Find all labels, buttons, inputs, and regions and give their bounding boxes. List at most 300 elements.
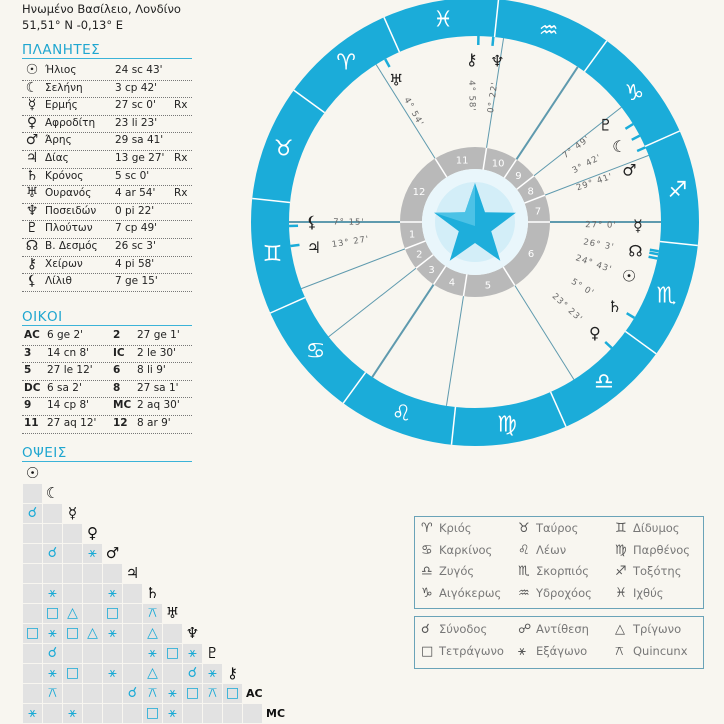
aspect-legend-item [615,644,688,659]
aspect-cell-empty [83,704,102,723]
planet-name: Πλούτων [45,222,93,235]
planet-tick [385,59,389,67]
venus-icon: ♀ [26,114,38,131]
aspect-cell-empty [123,644,142,663]
house-number: 12 [412,187,426,199]
planet-row [22,80,192,99]
zodiac-sign-name: Δίδυμος [633,521,680,535]
aspect-cell: △ [63,604,82,623]
aspect-legend-item [615,622,681,637]
planet-degree: 27° 0' [585,220,617,231]
aspect-cell-empty [63,684,82,703]
house-label: 2 [113,329,121,341]
house-value: 2 le 30' [137,346,176,359]
zodiac-sign-icon: ♋ [421,542,433,558]
house-label: 8 [113,381,121,394]
aspect-cell: △ [143,624,162,643]
mars-icon: ♂ [622,160,637,180]
aspect-legend-item [518,622,589,637]
aspect-header-1: ☾ [45,484,60,502]
zodiac-sign-9: ♑ [624,81,645,107]
aspect-cell: □ [103,604,122,623]
uranus-icon: ♅ [389,70,404,90]
aspect-cell-empty [23,544,42,563]
zodiac-sign-icon: ♈ [421,521,433,536]
planet-degree: 26° 3' [582,237,616,253]
planet-position: 26 sc 3' [115,240,156,252]
aspect-header-2: ☿ [67,504,78,522]
aspect-cell-empty [183,704,202,723]
house-row [22,327,192,346]
house-value: 27 ge 1' [137,329,180,341]
zodiac-sign-name: Λέων [536,542,567,557]
uranus-icon: ♅ [25,185,39,202]
zodiac-legend-item [518,586,592,601]
zodiac-sign-icon: ♏ [518,564,530,579]
aspect-cell-empty [23,564,42,583]
aspect-cell-empty [63,584,82,603]
house-number: 9 [515,170,522,182]
zodiac-legend-item [421,586,501,601]
zodiac-legend-item [518,521,578,536]
aspect-legend [414,616,704,669]
zodiac-sign-name: Τοξότης [633,564,682,578]
aspect-cell: □ [223,684,242,703]
planet-name: Ουρανός [45,187,92,200]
zodiac-sign-0: ♈ [336,50,356,76]
planet-name: Αφροδίτη [45,116,96,129]
zodiac-sign-name: Κριός [439,521,472,535]
zodiac-legend-item [615,564,681,579]
aspect-cell-empty [43,564,62,583]
aspect-header-8: ♆ [185,624,200,642]
house-row [22,415,192,434]
zodiac-sign-icon: ♓ [615,585,627,601]
planet-tick [649,253,658,255]
house-value: 8 li 9' [137,364,166,377]
retrograde-flag: Rx [174,152,188,164]
planet-position: 4 pi 58' [115,257,155,270]
zodiac-sign-icon: ♑ [421,585,433,601]
zodiac-legend-item [421,564,474,579]
aspect-cell: □ [183,684,202,703]
aspect-cell-empty [123,604,142,623]
planet-tick [649,257,658,259]
planet-row [22,185,192,204]
house-value: 27 le 12' [47,364,93,377]
planet-position: 0 pi 22' [115,204,155,217]
house-label: DC [24,381,41,394]
house-label: 5 [24,364,32,377]
aspect-cell-empty [103,684,122,703]
house-cusp-line [446,296,463,406]
house-value: 6 sa 2' [47,381,82,394]
saturn-icon: ♄ [607,297,622,317]
aspect-cell-empty [83,564,102,583]
house-number: 7 [534,206,542,218]
aspect-cell-empty [63,524,82,543]
aspect-cell-empty [243,704,262,723]
aspect-icon: □ [421,644,434,659]
mercury-icon: ☿ [27,97,37,114]
retrograde-flag: Rx [174,187,188,200]
aspect-cell-empty [83,584,102,603]
planet-tick [625,124,633,129]
planet-tick [637,147,645,151]
aspect-cell-empty [23,524,42,543]
pluto-icon: ♇ [25,220,39,237]
north-node-icon: ☊ [628,241,643,261]
aspect-cell: ☌ [43,544,62,563]
aspect-name: Αντίθεση [536,622,589,636]
aspect-cell-empty [23,684,42,703]
zodiac-sign-icon: ♒ [518,585,530,601]
zodiac-sign-2: ♊ [262,241,283,267]
jupiter-icon: ♃ [306,237,322,257]
aspect-cell: ⚻ [143,604,162,623]
zodiac-sign-icon: ♉ [518,521,530,536]
planet-name: Άρης [45,134,72,147]
zodiac-sign-icon: ♌ [518,542,530,558]
house-label: 11 [24,417,39,429]
planet-degree: 29° 41' [575,171,615,194]
aspect-cell: ⚻ [43,684,62,703]
aspect-name: Σύνοδος [439,622,488,636]
aspect-name: Εξάγωνο [536,644,588,658]
zodiac-sign-name: Ιχθύς [633,585,664,600]
planet-row [22,115,192,134]
aspect-cell: ⚹ [83,544,102,563]
planet-name: Β. Δεσμός [45,240,98,252]
planet-name: Ερμής [45,99,78,112]
house-label: IC [113,346,125,359]
aspect-cell-empty [163,664,182,683]
planet-tick [605,342,612,348]
zodiac-sign-icon: ♊ [615,521,627,536]
aspect-icon: ☌ [421,622,430,637]
pluto-icon: ♇ [598,115,613,135]
aspect-cell-empty [63,544,82,563]
zodiac-legend-item [518,564,589,579]
aspect-cell-empty [103,564,122,583]
zodiac-sign-icon: ♍ [615,542,627,558]
aspect-cell-empty [23,484,42,503]
aspect-name: Quincunx [633,644,688,658]
house-number: 11 [455,155,469,167]
planet-tick [291,245,300,246]
aspect-cell: ☌ [183,664,202,683]
house-cusp-line [516,67,577,160]
aspect-cell-empty [43,504,62,523]
moon-icon: ☾ [612,137,627,157]
house-row [22,345,192,364]
planet-degree: 7° 15' [333,217,365,228]
planet-position: 7 cp 49' [115,222,158,235]
aspect-cell: ⚹ [163,684,182,703]
location-place: Ηνωμένο Βασίλειο, Λονδίνο [22,2,181,16]
zodiac-sign-10: ♒ [538,18,559,44]
jupiter-icon: ♃ [25,150,39,166]
aspect-cell-empty [123,664,142,683]
retrograde-flag: Rx [174,99,188,112]
aspect-cell: ⚹ [183,644,202,663]
zodiac-sign-icon: ♐ [615,564,627,579]
aspect-cell-empty [103,644,122,663]
aspect-cell-empty [83,684,102,703]
house-number: 10 [491,158,505,170]
planet-row [22,203,192,222]
planet-row [22,238,192,257]
mercury-icon: ☿ [633,216,643,236]
planet-row [22,132,192,151]
house-row [22,362,192,381]
zodiac-legend [414,516,704,609]
planet-degree: 0° 22' [486,81,501,114]
planet-row [22,256,192,275]
aspect-header-10: ⚷ [227,664,238,682]
zodiac-sign-name: Ζυγός [439,564,475,578]
zodiac-legend-item [518,543,566,558]
planet-tick [632,136,640,140]
house-label: 9 [24,399,32,412]
aspect-name: Τρίγωνο [633,622,682,636]
house-number: 6 [527,248,535,260]
aspect-cell-empty [23,604,42,623]
moon-icon: ☾ [25,79,39,96]
zodiac-sign-3: ♋ [305,338,326,364]
aspect-cell: ⚹ [163,704,182,723]
aspect-cell-empty [103,704,122,723]
zodiac-sign-4: ♌ [391,401,412,427]
aspect-header-5: ♃ [125,564,140,582]
aspect-header-7: ♅ [165,604,180,622]
aspect-cell-empty [83,644,102,663]
aspect-cell: ⚻ [203,684,222,703]
aspect-cell-empty [223,704,242,723]
house-value: 27 aq 12' [47,417,97,429]
planet-position: 29 sa 41' [115,134,164,147]
planet-degree: 13° 27' [331,234,371,251]
neptune-icon: ♆ [25,202,39,219]
aspect-cell-empty [163,624,182,643]
planet-position: 3 cp 42' [115,81,158,94]
aspect-cell: □ [143,704,162,723]
aspect-cell: ⚹ [103,624,122,643]
zodiac-sign-1: ♉ [273,136,294,162]
aspect-cell: ⚹ [103,664,122,683]
neptune-icon: ♆ [490,51,505,71]
planet-degree: 3° 42' [570,152,604,177]
house-value: 2 aq 30' [137,399,180,412]
aspect-cell: ⚹ [23,704,42,723]
house-label: MC [113,399,132,412]
natal-chart-wheel [250,0,700,450]
aspect-legend-item [421,622,487,637]
planet-degree: 23° 23' [549,291,585,325]
house-number: 2 [416,249,423,261]
aspect-cell-empty [23,664,42,683]
planet-name: Ήλιος [45,64,77,76]
house-value: 6 ge 2' [47,329,84,341]
zodiac-legend-item [615,543,690,558]
planet-name: Δίας [45,152,69,164]
aspect-cell-empty [203,704,222,723]
aspect-cell-empty [123,704,142,723]
house-cusp-line [372,285,433,378]
sun-icon: ☉ [25,62,39,78]
zodiac-sign-5: ♍ [497,412,517,438]
aspect-cell: □ [23,624,42,643]
house-row [22,380,192,399]
zodiac-sign-name: Παρθένος [633,542,690,557]
zodiac-legend-item [615,586,663,601]
aspect-header-6: ♄ [145,584,160,602]
zodiac-sign-name: Αιγόκερως [439,585,502,600]
chiron-icon: ⚷ [26,255,38,272]
planet-position: 24 sc 43' [115,64,163,76]
house-label: 3 [24,346,32,359]
planet-position: 5 sc 0' [115,169,150,182]
planet-name: Σελήνη [45,81,83,94]
planet-row [22,97,192,116]
aspect-cell-empty [123,584,142,603]
house-value: 14 cp 8' [47,399,90,412]
house-value: 14 cn 8' [47,346,90,359]
planet-position: 4 ar 54' [115,187,156,200]
aspect-cell: ⚻ [143,684,162,703]
aspects-heading: ΟΨΕΙΣ [22,445,192,462]
aspect-cell-empty [43,704,62,723]
north-node-icon: ☊ [25,238,39,254]
aspect-cell: ⚹ [63,704,82,723]
aspect-cell-empty [23,644,42,663]
planet-degree: 7° 49' [560,134,593,161]
zodiac-sign-7: ♏ [656,283,677,309]
planet-degree: 5° 0' [569,277,596,299]
house-value: 27 sa 1' [137,381,179,394]
aspect-cell-empty [63,644,82,663]
aspect-cell-empty [23,584,42,603]
chiron-icon: ⚷ [465,50,478,70]
planet-name: Κρόνος [45,169,84,182]
planet-position: 23 li 23' [115,116,158,129]
planet-degree: 4° 54' [401,95,426,129]
house-number: 5 [484,280,492,292]
house-label: 12 [113,417,128,429]
aspect-icon: ☍ [518,622,532,637]
aspect-cell-empty [43,524,62,543]
aspect-header-3: ♀ [87,524,98,542]
planet-position: 13 ge 27' [115,152,165,164]
house-number: 8 [527,186,534,198]
planet-position: 27 sc 0' [115,99,156,112]
house-number: 3 [428,265,435,277]
house-number: 4 [448,277,456,289]
planet-row [22,150,192,169]
aspect-cell-empty [123,624,142,643]
location-coords: 51,51° N -0,13° E [22,18,124,32]
aspect-legend-item [421,644,504,659]
aspect-header-11: AC [246,687,263,700]
planet-row [22,168,192,187]
zodiac-sign-name: Υδροχόος [536,585,592,600]
house-row [22,397,192,416]
aspect-cell: ⚹ [43,584,62,603]
planet-degree: 24° 43' [574,253,614,276]
planet-position: 7 ge 15' [115,275,158,288]
house-cusp-line [329,268,416,336]
zodiac-sign-name: Ταύρος [536,521,579,535]
aspect-cell: □ [63,624,82,643]
aspect-cell: ⚹ [43,624,62,643]
aspect-icon: ⚻ [615,644,624,659]
zodiac-legend-item [615,521,680,536]
venus-icon: ♀ [589,323,601,343]
aspect-cell-empty [83,604,102,623]
zodiac-sign-8: ♐ [667,178,688,204]
lilith-icon: ⚸ [26,273,38,290]
aspect-cell: △ [83,624,102,643]
aspect-cell-empty [83,664,102,683]
aspect-cell: ☌ [23,504,42,523]
aspect-header-12: MC [266,707,286,720]
house-label: AC [24,329,40,341]
zodiac-legend-item [421,521,472,536]
saturn-icon: ♄ [25,167,39,184]
lilith-icon: ⚸ [306,212,318,232]
house-value: 8 ar 9' [137,417,171,429]
zodiac-sign-6: ♎ [594,369,614,395]
aspect-name: Τετράγωνο [439,644,504,658]
aspect-cell: □ [43,604,62,623]
aspect-cell: □ [163,644,182,663]
house-label: 6 [113,364,121,377]
aspect-cell-empty [63,564,82,583]
planet-tick [627,313,635,318]
aspect-cell: ☌ [123,684,142,703]
zodiac-legend-item [421,543,492,558]
zodiac-sign-11: ♓ [433,7,453,33]
aspect-legend-item [518,644,587,659]
planet-row [22,273,192,292]
aspect-header-9: ♇ [205,644,220,662]
aspect-icon: △ [615,622,625,637]
planet-row [22,62,192,81]
planet-name: Ποσειδών [45,204,97,217]
house-cusp-line [376,64,435,158]
planet-row [22,220,192,239]
mars-icon: ♂ [25,132,39,149]
aspect-header-4: ♂ [105,544,120,562]
sun-icon: ☉ [621,266,637,286]
planet-tick [492,37,493,46]
aspect-cell: ⚹ [203,664,222,683]
aspect-cell: ☌ [43,644,62,663]
aspect-header-0: ☉ [25,464,40,482]
aspect-cell: ⚹ [43,664,62,683]
zodiac-sign-name: Σκορπιός [536,564,589,578]
aspect-cell: □ [63,664,82,683]
aspect-cell: ⚹ [103,584,122,603]
house-number: 1 [408,229,416,241]
aspect-cell: ⚹ [143,644,162,663]
planet-degree: 4° 58' [466,80,477,112]
zodiac-sign-name: Καρκίνος [439,542,493,557]
zodiac-sign-icon: ♎ [421,564,433,579]
planets-heading: ΠΛΑΝΗΤΕΣ [22,42,192,59]
aspect-cell: △ [143,664,162,683]
planet-name: Χείρων [45,257,83,270]
